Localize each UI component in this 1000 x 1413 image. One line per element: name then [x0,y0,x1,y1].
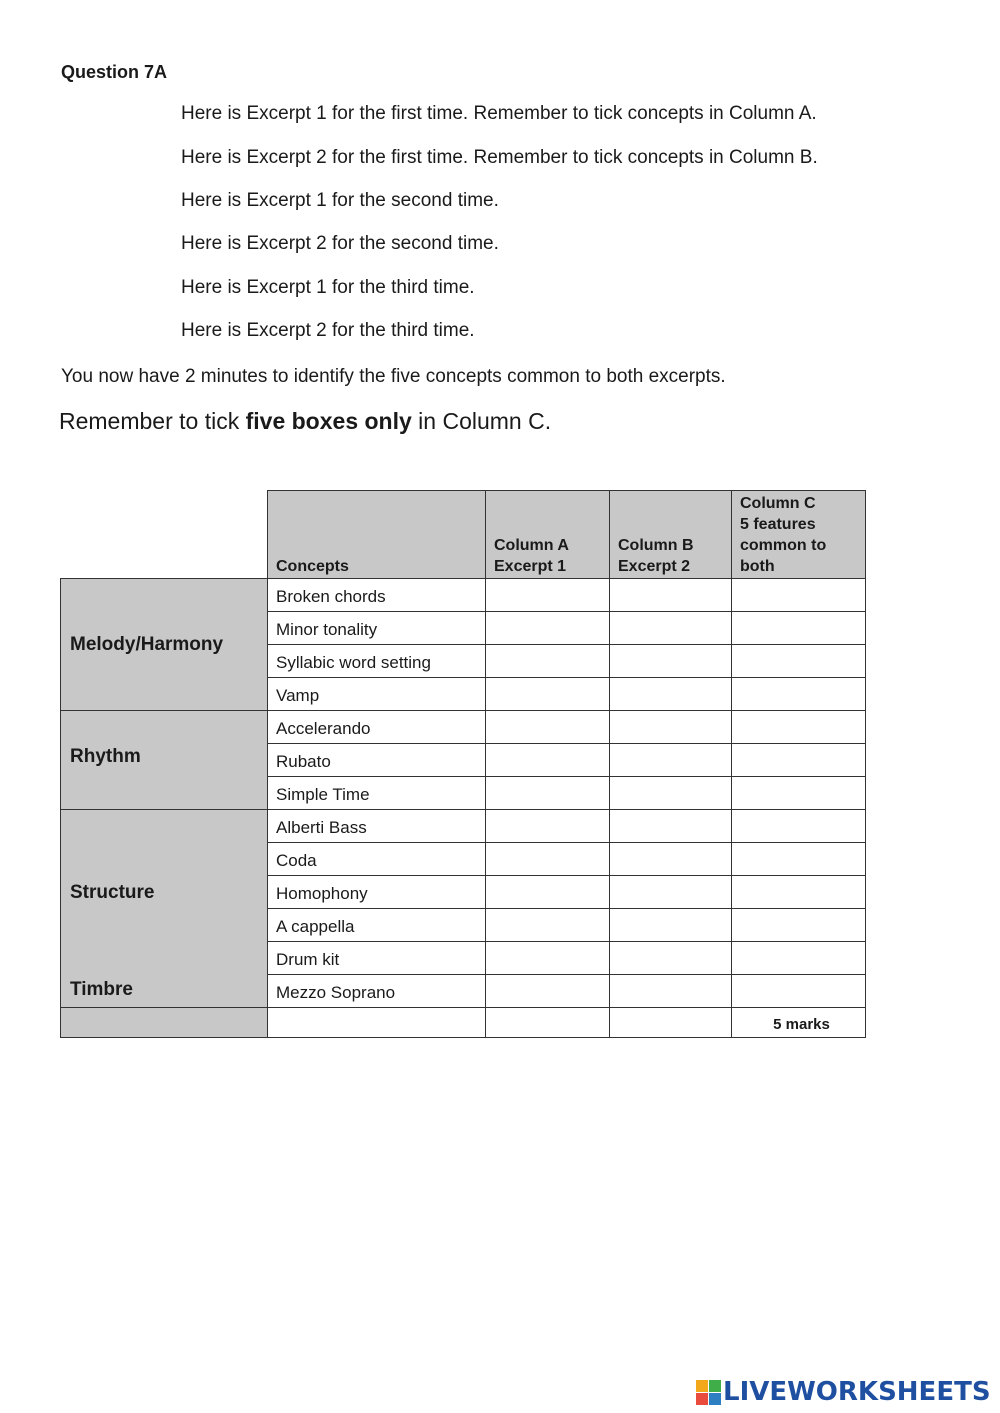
category-melody-harmony: Melody/Harmony [61,579,268,711]
concept-label: Alberti Bass [268,810,486,843]
tick-box-column-a[interactable] [486,843,610,876]
tick-box-column-a[interactable] [486,711,610,744]
instruction-line: Here is Excerpt 1 for the third time. [181,277,475,298]
concepts-table [60,490,866,1038]
logo-tile [696,1380,708,1392]
time-note: You now have 2 minutes to identify the five concepts common to both excerpts. [61,366,726,387]
remember-bold: five boxes only [245,408,412,434]
tick-box-column-b[interactable] [610,744,732,777]
footer-empty-cell [268,1008,486,1038]
tick-box-column-b[interactable] [610,645,732,678]
tick-box-column-b[interactable] [610,876,732,909]
tick-box-column-c[interactable] [732,711,866,744]
tick-box-column-a[interactable] [486,744,610,777]
tick-box-column-c[interactable] [732,612,866,645]
tick-box-column-b[interactable] [610,975,732,1008]
table-row [61,810,866,843]
concept-label: Mezzo Soprano [268,975,486,1008]
tick-box-column-c[interactable] [732,942,866,975]
category-rhythm: Rhythm [61,711,268,810]
question-title: Question 7A [61,62,168,82]
concept-label: Simple Time [268,777,486,810]
remember-suffix: in Column C. [411,408,552,434]
tick-box-column-b[interactable] [610,678,732,711]
instruction-line: Here is Excerpt 1 for the second time. [181,190,499,211]
logo-tile [709,1393,721,1405]
concept-label: A cappella [268,909,486,942]
remember-prefix: Remember to tick [59,408,246,434]
tick-box-column-a[interactable] [486,612,610,645]
instruction-line: Here is Excerpt 2 for the second time. [181,233,499,254]
table-row [61,711,866,744]
instruction-line: Here is Excerpt 1 for the first time. Remember to tick concepts in Column A. [181,103,817,124]
tick-box-column-c[interactable] [732,579,866,612]
concept-label: Syllabic word setting [268,645,486,678]
tick-box-column-c[interactable] [732,843,866,876]
header-column-c: Column C 5 features common to both [732,491,866,579]
tick-box-column-c[interactable] [732,777,866,810]
instruction-line: Here is Excerpt 2 for the third time. [181,320,475,341]
tick-box-column-a[interactable] [486,810,610,843]
tick-box-column-b[interactable] [610,843,732,876]
remember-line [59,408,551,435]
concept-label: Minor tonality [268,612,486,645]
tick-box-column-c[interactable] [732,876,866,909]
tick-box-column-c[interactable] [732,909,866,942]
concept-label: Vamp [268,678,486,711]
tick-box-column-a[interactable] [486,876,610,909]
footer-empty-cell [610,1008,732,1038]
tick-box-column-c[interactable] [732,678,866,711]
table-header-row [61,491,866,579]
tick-box-column-a[interactable] [486,975,610,1008]
tick-box-column-b[interactable] [610,909,732,942]
tick-box-column-b[interactable] [610,777,732,810]
tick-box-column-a[interactable] [486,678,610,711]
logo-tile [696,1393,708,1405]
tick-box-column-a[interactable] [486,777,610,810]
tick-box-column-b[interactable] [610,579,732,612]
category-structure-timbre [61,810,268,1008]
concept-label: Rubato [268,744,486,777]
tick-box-column-c[interactable] [732,744,866,777]
tick-box-column-a[interactable] [486,909,610,942]
concept-label: Drum kit [268,942,486,975]
concept-label: Broken chords [268,579,486,612]
logo-mark-icon [696,1380,721,1405]
logo-tile [709,1380,721,1392]
tick-box-column-a[interactable] [486,579,610,612]
table-footer-row [61,1008,866,1038]
header-concepts: Concepts [268,491,486,579]
category-structure: Structure [70,882,155,903]
header-column-b: Column B Excerpt 2 [610,491,732,579]
header-column-a: Column A Excerpt 1 [486,491,610,579]
logo-text: LIVEWORKSHEETS [723,1377,991,1407]
tick-box-column-c[interactable] [732,810,866,843]
tick-box-column-b[interactable] [610,942,732,975]
concept-label: Accelerando [268,711,486,744]
concept-label: Coda [268,843,486,876]
category-timbre: Timbre [70,979,134,1000]
tick-box-column-c[interactable] [732,975,866,1008]
tick-box-column-c[interactable] [732,645,866,678]
marks-label: 5 marks [732,1008,866,1038]
tick-box-column-b[interactable] [610,711,732,744]
tick-box-column-b[interactable] [610,612,732,645]
header-blank [61,491,268,579]
liveworksheets-logo [696,1377,991,1407]
instruction-line: Here is Excerpt 2 for the first time. Remember to tick concepts in Column B. [181,147,818,168]
footer-blank-cell [61,1008,268,1038]
tick-box-column-a[interactable] [486,942,610,975]
footer-empty-cell [486,1008,610,1038]
tick-box-column-a[interactable] [486,645,610,678]
concept-label: Homophony [268,876,486,909]
tick-box-column-b[interactable] [610,810,732,843]
table-row [61,579,866,612]
